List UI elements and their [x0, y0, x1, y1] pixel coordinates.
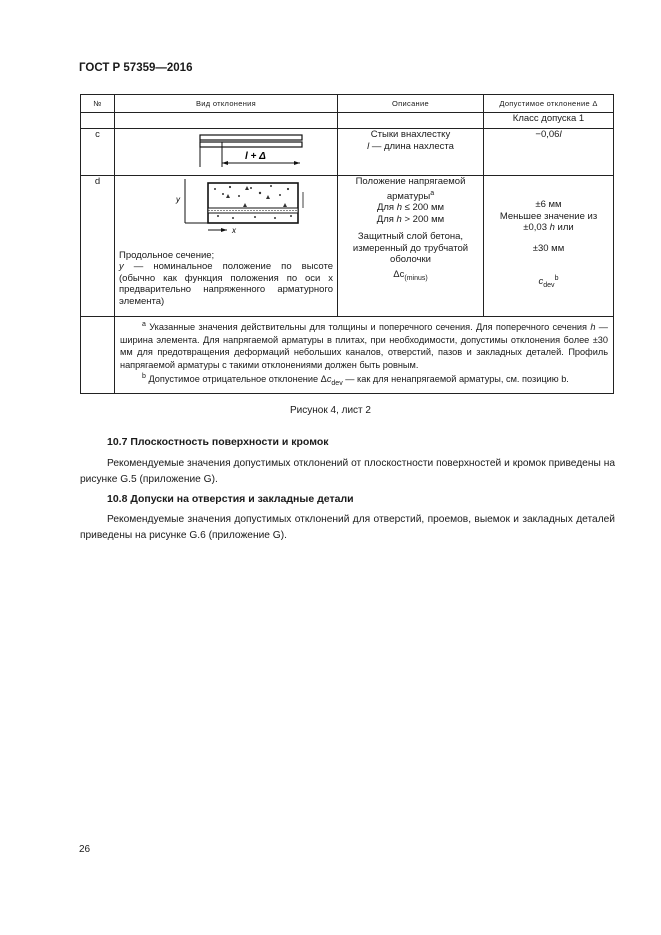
col-header-type: Вид отклонения — [115, 95, 338, 113]
x-axis-label: x — [232, 226, 236, 235]
row-number: d — [81, 176, 115, 317]
table-notes-row — [81, 317, 614, 394]
note-a: $^a$ Указанные значения действительны для толщины и поперечного сечения. Для поперечного сечения h — ширина элемента. Для напрягаемой арматуры в плитах, при необходимости, допустимы отклонения более ±30 мм для предотвращения деформаций небольших каналов, отверстий, пазов и закладных деталей. Профиль напрягаемой арматуры с такими отклонениями должен быть ровным. — [120, 321, 608, 370]
document-code: ГОСТ Р 57359—2016 — [79, 62, 193, 74]
lap-joint-description: Стыки внахлестку l — длина нахлеста — [338, 129, 484, 176]
table-header-row — [81, 95, 614, 113]
figure-caption: Рисунок 4, лист 2 — [290, 405, 371, 416]
tolerance-class-label: Класс допуска 1 — [484, 113, 614, 129]
tendon-section-diagram — [115, 176, 335, 236]
section-10-8-title: 10.8 Допуски на отверстия и закладные детали — [107, 493, 354, 505]
section-10-8-text: Рекомендуемые значения допустимых отклонений для отверстий, проемов, выемок и закладных деталей приведены на рисунке G.6 (приложение G). — [80, 514, 615, 541]
tendon-description: Положение напрягаемой арматуры$^a$ Для h ≤ 200 мм Для h > 200 мм Защитный слой бетона, измеренный до трубчатой оболочки $\Delta c_{(minus)}$ — [338, 176, 484, 317]
lap-joint-figure — [115, 129, 338, 176]
lap-joint-tolerance: −0,06l — [484, 129, 614, 176]
lap-length-label: l + Δ — [245, 151, 266, 162]
col-header-number: № — [81, 95, 115, 113]
deviation-table — [80, 94, 614, 394]
table-notes — [115, 317, 614, 394]
table-row — [81, 129, 614, 176]
tendon-tolerance: ±6 мм Меньшее значение из ±0,03 h или ±30 мм $c_{dev}^b$ — [484, 176, 614, 317]
lap-joint-diagram — [115, 129, 335, 171]
page-number: 26 — [79, 844, 91, 855]
note-b: $^b$ Допустимое отрицательное отклонение $\Delta c_{dev}$ — как для ненапрягаемой арматуры, см. позицию b. — [142, 373, 569, 387]
col-header-tolerance: Допустимое отклонение Δ — [484, 95, 614, 113]
y-axis-label: y — [176, 195, 180, 204]
tendon-section-figure — [115, 176, 338, 317]
section-10-7-text: Рекомендуемые значения допустимых отклонений от плоскостности поверхностей и кромок приведены на рисунке G.5 (приложение G). — [80, 458, 615, 485]
table-row — [81, 176, 614, 317]
table-row — [81, 113, 614, 129]
longitudinal-section-caption: Продольное сечение; y — номинальное положение по высоте (обычно как функция положения по оси x предварительно напряженного арматурного элемента) — [119, 249, 333, 307]
col-header-description: Описание — [338, 95, 484, 113]
row-number: c — [81, 129, 115, 176]
section-10-7-title: 10.7 Плоскостность поверхности и кромок — [107, 436, 329, 448]
